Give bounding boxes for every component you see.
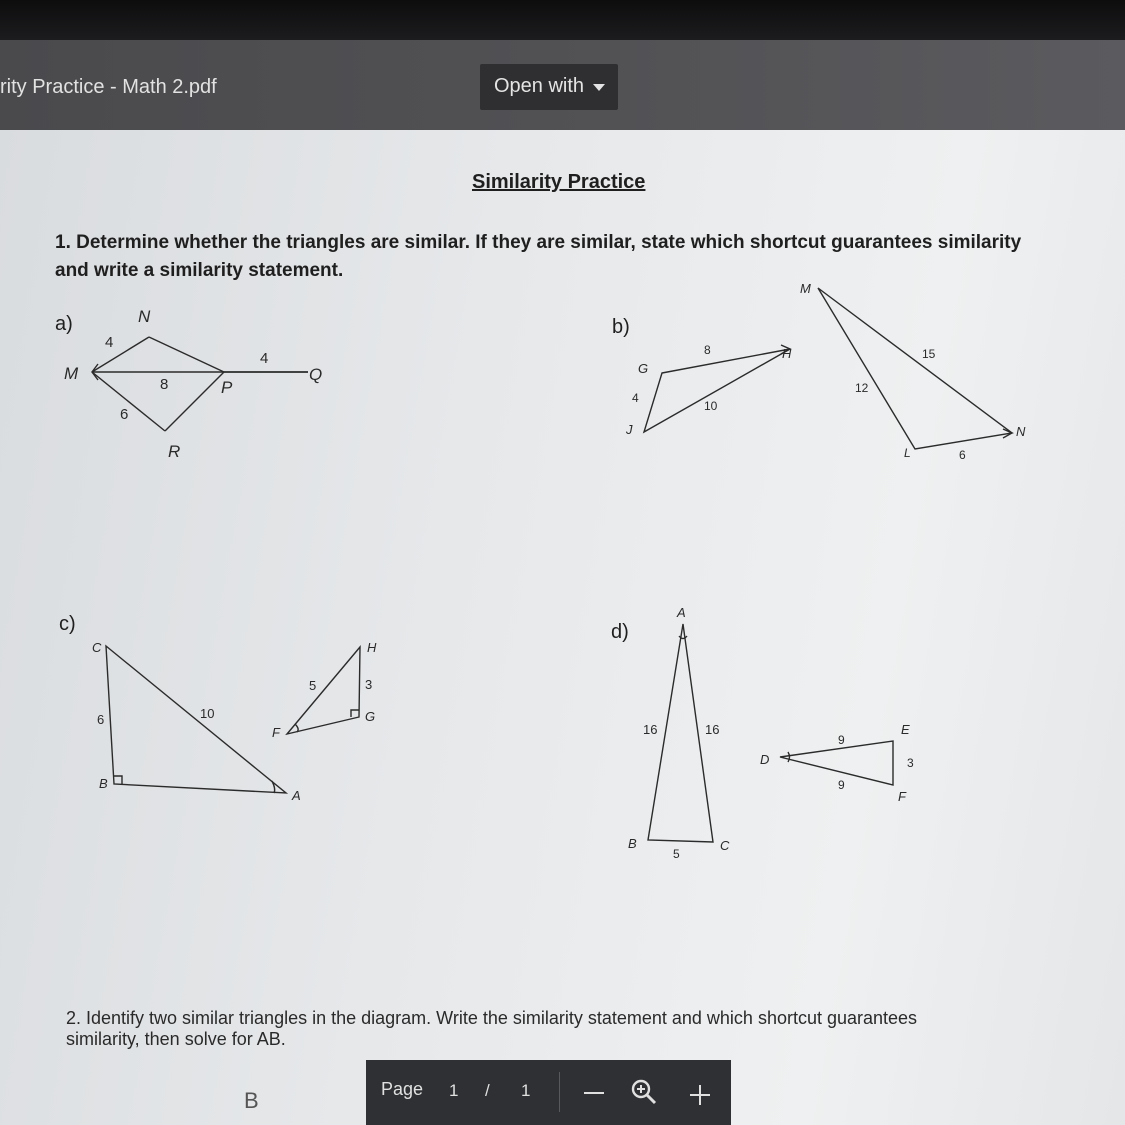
measure-c-fh: 5 [309,678,317,693]
measure-b-ml: 12 [855,381,869,395]
measure-d-ab: 16 [643,722,658,737]
figure-b-small [644,345,790,432]
measure-b-ln: 6 [959,448,966,462]
measure-c-hg: 3 [365,677,373,692]
segment-np [149,337,224,372]
measure-a-pq: 4 [260,350,269,367]
label-a-p: P [221,378,233,397]
question-2 [66,1008,917,1050]
question-1-line-1: 1. Determine whether the triangles are similar. If they are similar, state which shortcut guarantees similarity [55,232,1022,253]
label-c-b: B [99,776,108,791]
part-b-label: b) [612,316,630,338]
measure-b-jh: 10 [704,399,718,413]
measure-c-cb: 6 [97,712,105,727]
label-c-c: C [92,640,102,655]
label-a-r: R [168,442,181,461]
measure-d-bc: 5 [673,847,680,861]
plus-icon-vertical [699,1085,701,1105]
label-b-j: J [626,422,633,437]
measure-d-ac: 16 [705,722,720,737]
label-d-f: F [898,789,906,804]
label-a-m: M [64,364,79,383]
measure-a-mp: 8 [160,376,169,393]
question-1-line-2: and write a similarity statement. [55,260,344,281]
angle-mark-d [788,752,790,762]
segment-rp [165,372,224,431]
page-separator: / [485,1081,490,1100]
triangle-abc [648,624,713,842]
part-d-label: d) [611,621,629,643]
document-title: rity Practice - Math 2.pdf [0,76,217,98]
figure-c-large [106,646,286,793]
label-a-n: N [138,307,151,326]
measure-a-mn: 4 [105,334,114,351]
label-d-c: C [720,838,730,853]
label-d-e: E [901,722,910,737]
page-heading: Similarity Practice [472,171,646,193]
label-b-n: N [1016,424,1026,439]
measure-d-ef: 3 [907,756,914,770]
figure-d-small [780,741,893,785]
pdf-page-toolbar [366,1060,731,1125]
minus-icon [584,1092,604,1094]
right-angle-mark-b [114,776,122,784]
zoom-out-button[interactable] [580,1076,608,1106]
current-page-input[interactable]: 1 [449,1081,459,1100]
triangle-def [780,741,893,785]
measure-c-ca: 10 [200,706,215,721]
total-pages: 1 [521,1081,531,1100]
label-d-b: B [628,836,637,851]
right-angle-mark-g [351,710,359,717]
question-2-line-1: 2. Identify two similar triangles in the diagram. Write the similarity statement and which shortcut guarantees [66,1008,918,1028]
triangle-ghj [644,349,790,432]
label-c-h: H [367,640,377,655]
label-a-q: Q [309,365,323,384]
angle-mark-a [679,636,687,639]
label-d-a: A [677,605,686,620]
triangle-hgf [287,647,360,734]
q2-figure-label-b: B [244,1088,259,1113]
triangle-mln [818,288,1012,449]
label-c-f: F [272,725,280,740]
label-b-l: L [904,446,911,460]
measure-b-mn: 15 [922,347,936,361]
zoom-in-magnifier-icon[interactable] [630,1078,658,1106]
label-d-d: D [760,752,770,767]
triangle-cba [106,646,286,793]
measure-b-gj: 4 [632,391,639,405]
page-label: Page [381,1079,424,1099]
label-c-a: A [292,788,301,803]
measure-d-de: 9 [838,733,845,747]
segment-mr [92,372,165,431]
label-c-g: G [365,709,376,724]
question-2-line-2: similarity, then solve for AB. [66,1029,286,1049]
label-b-m: M [800,281,811,296]
label-b-h: H [782,346,792,361]
zoom-in-button[interactable] [686,1076,716,1106]
measure-a-mr: 6 [120,406,129,423]
angle-mark-f [295,724,298,732]
segment-mn [92,337,149,372]
figure-b-large [818,288,1012,449]
measure-d-df: 9 [838,778,845,792]
figure-d-tall [648,624,713,842]
figure-c-small [287,647,360,734]
part-c-label: c) [59,613,76,635]
label-b-g: G [638,361,649,376]
open-with-label: Open with [494,75,585,97]
measure-b-gh: 8 [704,343,711,357]
part-a-label: a) [55,313,73,335]
toolbar-divider [559,1072,560,1112]
